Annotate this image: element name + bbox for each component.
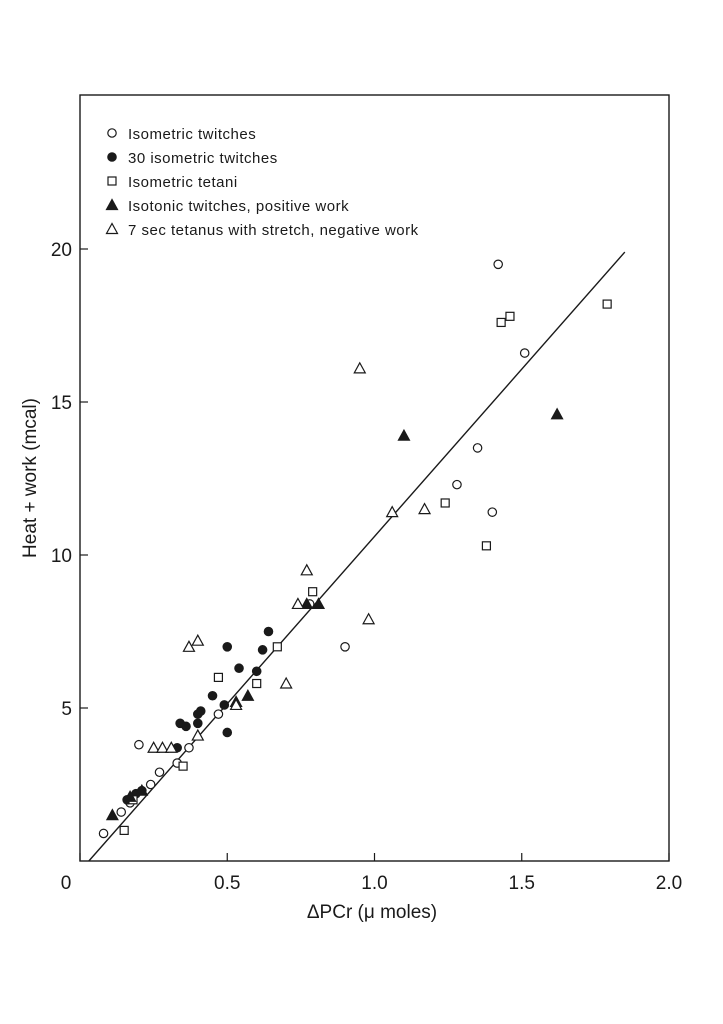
data-point <box>194 719 202 727</box>
legend-marker <box>107 200 118 210</box>
data-point <box>453 480 461 488</box>
data-point <box>146 780 154 788</box>
data-point <box>214 710 222 718</box>
y-tick-label: 15 <box>50 393 72 414</box>
data-point <box>192 635 203 645</box>
data-point <box>301 565 312 575</box>
legend-label: Isometric twitches <box>128 126 257 143</box>
data-point <box>214 673 222 681</box>
data-point <box>292 598 303 608</box>
data-point <box>520 349 528 357</box>
legend-marker <box>107 224 118 234</box>
x-tick-label: 0.5 <box>214 873 241 894</box>
legend-label: Isometric tetani <box>128 174 238 191</box>
data-point <box>192 730 203 740</box>
data-point <box>258 646 266 654</box>
x-axis-label: ΔPCr (μ moles) <box>306 902 438 923</box>
data-point <box>341 643 349 651</box>
data-point <box>488 508 496 516</box>
legend-marker <box>108 153 116 161</box>
data-point <box>441 499 449 507</box>
legend-marker <box>108 177 116 185</box>
data-point <box>99 829 107 837</box>
data-point <box>135 741 143 749</box>
fit-line-group <box>89 252 625 861</box>
data-points <box>99 260 611 838</box>
y-tick-label: 5 <box>61 699 72 720</box>
data-point <box>242 690 253 700</box>
data-point <box>155 768 163 776</box>
x-tick-label: 2.0 <box>655 873 683 894</box>
data-point <box>182 722 190 730</box>
data-point <box>253 680 261 688</box>
data-point <box>552 409 563 419</box>
data-point <box>281 678 292 688</box>
legend-label: 30 isometric twitches <box>128 150 278 167</box>
data-point <box>497 318 505 326</box>
data-point <box>253 667 261 675</box>
legend-marker <box>108 129 116 137</box>
data-point <box>183 641 194 651</box>
y-tick-label: 20 <box>50 240 72 261</box>
data-point <box>117 808 125 816</box>
data-point <box>494 260 502 268</box>
y-axis-label: Heat + work (mcal) <box>20 398 41 558</box>
data-point <box>363 614 374 624</box>
x-tick-label: 0 <box>60 873 72 894</box>
data-point <box>179 762 187 770</box>
data-point <box>603 300 611 308</box>
data-point <box>309 588 317 596</box>
legend-label: 7 sec tetanus with stretch, negative work <box>128 222 419 239</box>
data-point <box>120 826 128 834</box>
data-point <box>398 430 409 440</box>
data-point <box>208 692 216 700</box>
data-point <box>473 444 481 452</box>
legend <box>107 126 419 239</box>
data-point <box>354 363 365 373</box>
legend-label: Isotonic twitches, positive work <box>128 198 350 215</box>
data-point <box>235 664 243 672</box>
x-tick-label: 1.5 <box>508 873 535 894</box>
data-point <box>185 744 193 752</box>
data-point <box>197 707 205 715</box>
regression-line <box>89 252 625 861</box>
data-point <box>223 728 231 736</box>
data-point <box>264 627 272 635</box>
data-point <box>223 643 231 651</box>
data-point <box>419 504 430 514</box>
x-tick-label: 1.0 <box>361 873 388 894</box>
data-point <box>273 643 281 651</box>
data-point <box>107 810 118 820</box>
data-point <box>482 542 490 550</box>
y-tick-label: 10 <box>50 546 72 567</box>
data-point <box>506 312 514 320</box>
data-point <box>220 701 228 709</box>
